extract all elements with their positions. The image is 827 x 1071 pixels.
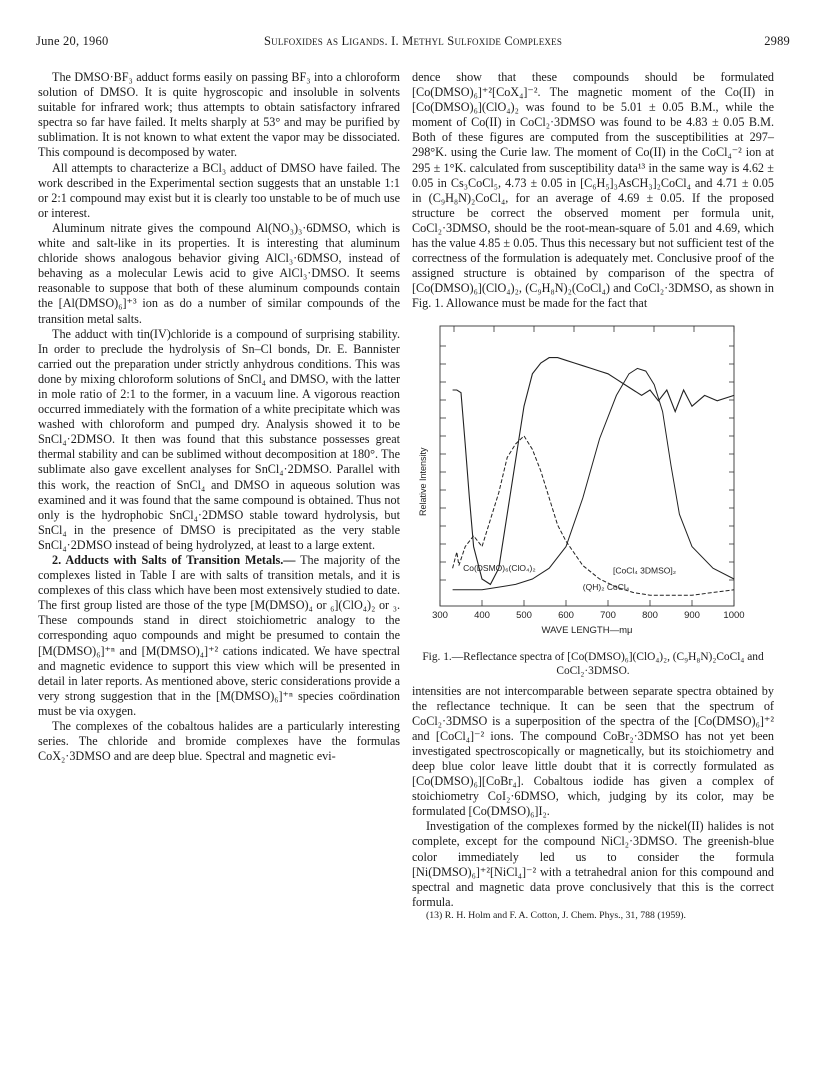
series-label-2: [CoCl₄ 3DMSO]₂	[613, 565, 677, 576]
y-axis-label: Relative Intensity	[418, 446, 428, 516]
paragraph-magnetic-moment: dence show that these compounds should be formulated [Co(DMSO)₆]⁺²[CoX₄]⁻². The magnetic moment of the Co(II) in [Co(DMSO)₆](ClO₄)₂ was found to be 5.01 ± 0.05 B.M., while the moment of Co(II) in CoCl₂·3DMSO was found to be 4.83 ± 0.05 B.M. Both of these figures are computed from the susceptibilities at 297–298°K. using the Curie law. The moment of Co(II) in the CoCl₄⁻² ion at 295 ± 1°K. calculated from susceptibility data¹³ in the same way is 4.62 ± 0.05 in Cs₃CoCl₅, 4.73 ± 0.05 in [C₆H₅]₃AsCH₃]₂CoCl₄ and 4.71 ± 0.05 in (C₉H₈N)₂CoCl₄, for an average of 4.69 ± 0.05. If the proposed structure be correct the observed moment per formula unit, CoCl₂·3DMSO, should be the root-mean-square of 5.01 and 4.69, which has the value 4.85 ± 0.05. Thus this necessary but not sufficient test of the correctness of the formulation is adequately met. Conclusive proof of the assigned structure is obtained by comparison of the spectra of [Co(DMSO)₆](ClO₄)₂, (C₉H₈N)₂(CoCl₄) and CoCl₂·3DMSO, as shown in Fig. 1. Allowance must be made for the fact that	[412, 70, 774, 311]
x-tick-label: 800	[642, 609, 658, 621]
paragraph-transition-metals-text: The majority of the complexes listed in Table I are with salts of transition metals, and it is complexes of this class which have been most extensively studied to date. The first group listed are those of the type [M(DMSO)₄ or ₆](ClO₄)₂ or ₃. These compounds stand in direct stoichiometric analogy to the corresponding aquo compounds and might be presumed to contain the [M(DMSO)₆]⁺ⁿ and [M(DMSO)₄]⁺² cations indicated. We have spectral and magnetic evidence to support this view which will be presented in detail in later reports. As mentioned above, steric considerations provide a very strong suggestion that in the [M(DMSO)₆]⁺ⁿ species coördination must be via oxygen.	[38, 553, 401, 718]
series-line-3	[453, 368, 734, 592]
paragraph-nickel-halides: Investigation of the complexes formed by the nickel(II) halides is not complete, except for the compound NiCl₂·3DMSO. The greenish-blue color immediately led us to consider the formula [Ni(DMSO)₆]⁺²[NiCl₄]⁻² with a tetrahedral anion for this compound and spectral and magnetic data prove conclusively that this is the correct formula.	[412, 819, 774, 909]
section-heading: 2. Adducts with Salts of Transition Metals.—	[52, 553, 296, 567]
paragraph-dmso-bf3: The DMSO·BF₃ adduct forms easily on passing BF₃ into a chloroform solution of DMSO. It is quite hygroscopic and insoluble in solvents suitable for infrared work; thus attempts to obtain satisfactory infrared spectra so far have failed. It melts sharply at 53° and may be purified by sublimation. It is not known to what extent the vapor may be dissociated. This compound is decomposed by water.	[38, 70, 400, 160]
left-column	[38, 70, 400, 764]
x-tick-label: 900	[684, 609, 700, 621]
paragraph-bcl3: All attempts to characterize a BCl₃ adduct of DMSO have failed. The work described in the Experimental section suggests that an unstable 1:1 or 2:1 compound may exist but it is clearly too unstable to be of much use or interest.	[38, 160, 400, 220]
reflectance-spectra-chart	[412, 318, 774, 648]
series-label-3: (QH)₂ CoCl₄	[582, 581, 630, 592]
x-tick-label: 400	[474, 609, 490, 621]
figure-caption: Fig. 1.—Reflectance spectra of [Co(DMSO)₆](ClO₄)₂, (C₉H₈N)₂CoCl₄ and CoCl₂·3DMSO.	[422, 650, 764, 677]
x-tick-label: 700	[600, 609, 616, 621]
series-label-1: Co(DSMO)₆(ClO₄)₂	[463, 562, 536, 573]
running-header	[36, 34, 790, 50]
paragraph-cobaltous-halides: The complexes of the cobaltous halides are a particularly interesting series. The chloride and bromide complexes have the formulas CoX₂·3DMSO and are deep blue. Spectral and magnetic evi-	[38, 719, 400, 764]
paragraph-transition-metals	[38, 553, 400, 719]
paragraph-tin-chloride: The adduct with tin(IV)chloride is a compound of surprising stability. In order to preclude the hydrolysis of Sn–Cl bonds, Dr. E. Bannister carried out the preparation under strictly anhydrous conditions. This was done by mixing chloroform solutions of SnCl₄ and DMSO, with the latter in mole ratio of 2:1 to the former, in a vacuum line. A vigorous reaction occurred immediately with the formation of a white precipitate which was washed with chloroform and pumped dry. Analysis showed it to be SnCl₄·2DMSO. It then was found that this substance possesses great thermal stability and can be sublimed without decomposition at 180°. The sublimate also gave excellent analyses for SnCl₄·2DMSO. Parallel with this work, the reaction of SnCl₄ and DMSO in aqueous solution was examined and it was found that the same compound is obtained. Thus not only is the hydrophobic SnCl₄·2DMSO stable toward hydrolysis, but SnCl₄ in the presence of DMSO is precipitated as the very stable SnCl₄·2DMSO instead of being hydrolyzed, at least to a large extent.	[38, 326, 400, 552]
header-page-number: 2989	[764, 34, 790, 48]
paragraph-intensities: intensities are not intercomparable between separate spectra obtained by the reflectance technique. It can be seen that the spectrum of CoCl₂·3DMSO is a superposition of the spectra of the [Co(DMSO)₆]⁺² and [CoCl₄]⁻² ions. The compound CoBr₂·3DMSO has not yet been investigated spectroscopically or magnetically, but its stoichiometry and deep blue color leave little doubt that it is correctly formulated as [Co(DMSO)₆][CoBr₄]. Cobaltous iodide has given a complex of stoichiometry CoI₂·6DMSO, which, judging by its color, may be formulated [Co(DMSO)₆]I₂.	[412, 683, 774, 819]
footnote-13: (13) R. H. Holm and F. A. Cotton, J. Chem. Phys., 31, 788 (1959).	[426, 909, 686, 921]
figure-1	[412, 318, 774, 648]
x-tick-label: 1000	[723, 609, 745, 621]
x-tick-label: 300	[432, 609, 448, 621]
series-line-2	[453, 357, 734, 584]
right-column	[412, 70, 774, 922]
x-axis-label: WAVE LENGTH—mμ	[541, 624, 633, 636]
header-date: June 20, 1960	[36, 34, 109, 48]
paragraph-aluminum: Aluminum nitrate gives the compound Al(NO₃)₃·6DMSO, which is white and salt-like in its properties. It is interesting that aluminum chloride shows analogous behavior giving AlCl₃·6DMSO, instead of behaving as a molecular Lewis acid to give AlCl₃·DMSO. It seems reasonable to suppose that both of these aluminum compounds contain the [Al(DMSO)₆]⁺³ ion as do a number of similar compounds of the transition metal salts.	[38, 220, 400, 326]
series-lines	[453, 357, 734, 595]
x-axis-ticks	[432, 600, 745, 621]
header-title: Sulfoxides as Ligands. I. Methyl Sulfoxide Complexes	[263, 34, 563, 48]
x-tick-label: 600	[558, 609, 574, 621]
x-tick-label: 500	[516, 609, 532, 621]
